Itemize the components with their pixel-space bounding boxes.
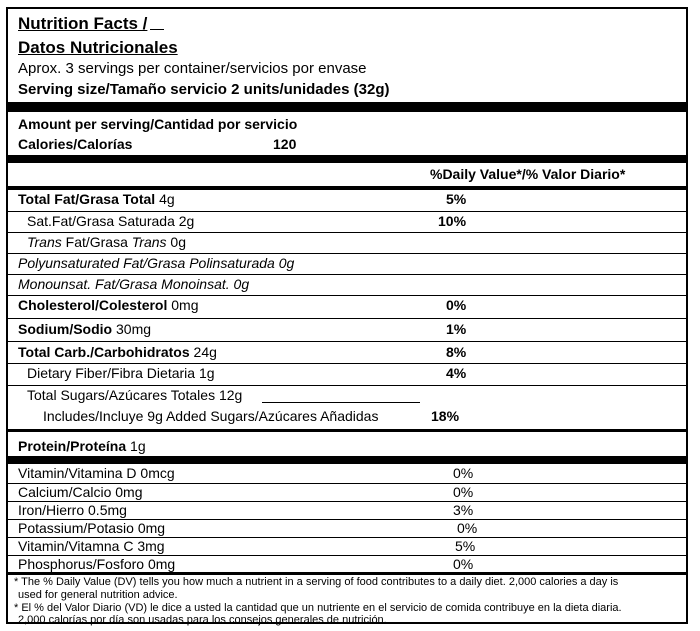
row-divider bbox=[8, 253, 686, 254]
row-divider bbox=[8, 232, 686, 233]
dv-potassium: 0% bbox=[457, 520, 478, 536]
footnote-es-line2: 2,000 calorías por día son usadas para los consejos generales de nutrición. bbox=[18, 614, 387, 626]
dv-total-carb: 8% bbox=[446, 344, 467, 360]
calcium: Calcium/Calcio 0mg bbox=[18, 484, 143, 500]
nutrient-cholesterol: Cholesterol/Colesterol 0mg bbox=[18, 297, 199, 313]
nutrient-polyunsaturated-fat: Polyunsaturated Fat/Grasa Polinsaturada 0g bbox=[18, 255, 295, 271]
phosphorus: Phosphorus/Fosforo 0mg bbox=[18, 556, 176, 572]
nutrient-added-sugars: Includes/Incluye 9g Added Sugars/Azúcares Añadidas bbox=[43, 408, 379, 424]
dv-sat-fat: 10% bbox=[438, 213, 467, 229]
dv-sodium: 1% bbox=[446, 321, 467, 337]
nutrient-protein: Protein/Proteína 1g bbox=[18, 438, 146, 454]
thick-divider bbox=[8, 102, 686, 112]
medium-divider bbox=[8, 186, 686, 190]
medium-divider bbox=[8, 572, 686, 575]
title-es: Datos Nutricionales bbox=[18, 38, 178, 57]
row-divider bbox=[8, 211, 686, 212]
dv-dietary-fiber: 4% bbox=[446, 365, 467, 381]
amount-per-serving: Amount per serving/Cantidad por servicio bbox=[18, 116, 298, 132]
nutrient-sat-fat: Sat.Fat/Grasa Saturada 2g bbox=[27, 213, 195, 229]
row-divider bbox=[8, 318, 686, 319]
vitamin-d: Vitamin/Vitamina D 0mcg bbox=[18, 465, 175, 481]
row-divider bbox=[8, 341, 686, 342]
dv-added-sugars: 18% bbox=[431, 408, 460, 424]
dv-calcium: 0% bbox=[453, 484, 474, 500]
thick-divider bbox=[8, 155, 686, 163]
nutrient-total-sugars: Total Sugars/Azúcares Totales 12g bbox=[27, 387, 243, 403]
potassium: Potassium/Potasio 0mg bbox=[18, 520, 166, 536]
footnote-en-line1: * The % Daily Value (DV) tells you how much a nutrient in a serving of food contributes to a daily diet. 2,000 calories a day is bbox=[14, 576, 619, 588]
sugars-underline bbox=[262, 402, 420, 403]
dv-vitamin-c: 5% bbox=[455, 538, 476, 554]
title-en: Nutrition Facts / bbox=[18, 15, 164, 32]
nutrient-monounsaturated-fat: Monounsat. Fat/Grasa Monoinsat. 0g bbox=[18, 276, 250, 292]
dv-vitamin-d: 0% bbox=[453, 465, 474, 481]
serving-size: Serving size/Tamaño servicio 2 units/unidades (32g) bbox=[18, 81, 390, 98]
footnote-en-line2: used for general nutrition advice. bbox=[18, 589, 178, 601]
row-divider bbox=[8, 363, 686, 364]
calories-value: 120 bbox=[273, 136, 297, 152]
nutrient-trans-fat: Trans Fat/Grasa Trans 0g bbox=[27, 234, 186, 250]
dv-cholesterol: 0% bbox=[446, 297, 467, 313]
row-divider bbox=[8, 274, 686, 275]
medium-divider bbox=[8, 429, 686, 432]
dv-iron: 3% bbox=[453, 502, 474, 518]
nutrition-facts-panel bbox=[6, 7, 688, 624]
dv-total-fat: 5% bbox=[446, 191, 467, 207]
nutrient-sodium: Sodium/Sodio 30mg bbox=[18, 321, 152, 337]
nutrient-total-carb: Total Carb./Carbohidratos 24g bbox=[18, 344, 217, 360]
servings-per-container: Aprox. 3 servings per container/servicios por envase bbox=[18, 60, 367, 77]
nutrient-total-fat: Total Fat/Grasa Total 4g bbox=[18, 191, 175, 207]
iron: Iron/Hierro 0.5mg bbox=[18, 502, 127, 518]
nutrient-dietary-fiber: Dietary Fiber/Fibra Dietaria 1g bbox=[27, 365, 215, 381]
calories-label: Calories/Calorías bbox=[18, 136, 133, 152]
daily-value-header: %Daily Value*/% Valor Diario* bbox=[430, 166, 626, 182]
thick-divider bbox=[8, 456, 686, 464]
footnote-es-line1: * El % del Valor Diario (VD) le dice a usted la cantidad que un nutriente en el servicio de comida contribuye en la dieta diaria. bbox=[14, 602, 622, 614]
row-divider bbox=[8, 295, 686, 296]
vitamin-c: Vitamin/Vitamna C 3mg bbox=[18, 538, 165, 554]
row-divider bbox=[8, 385, 686, 386]
dv-phosphorus: 0% bbox=[453, 556, 474, 572]
